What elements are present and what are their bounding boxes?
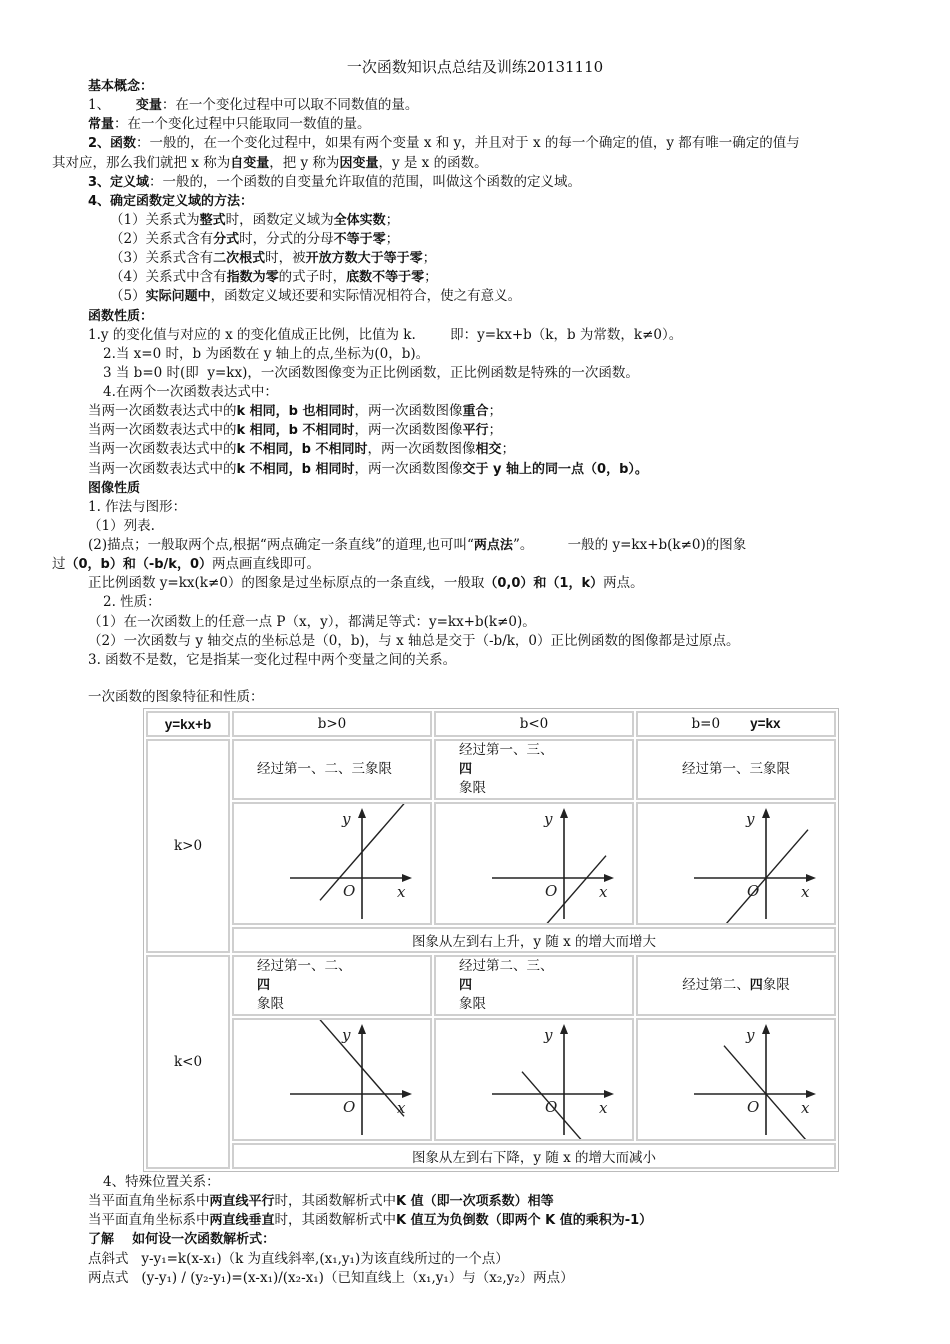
bold-text: 两点法: [473, 538, 513, 553]
coordinate-graph: [638, 1020, 834, 1139]
text: 经过第一、三象限: [682, 761, 790, 777]
text: （2）一次函数与 y 轴交点的坐标总是（0，b)，与 x 轴总是交于（-b/k，0）正比例函数的图像都是过原点。: [88, 632, 740, 649]
bold-text: 不等于零: [333, 232, 386, 247]
text: ，函数定义域还要和实际情况相符合，使之有意义。: [210, 288, 522, 305]
text: ；: [385, 211, 400, 228]
text-line: [52, 1173, 927, 1192]
text: ；: [501, 441, 516, 458]
bold-text: 实际问题中: [145, 289, 211, 305]
x-axis-arrow-icon: [402, 1090, 412, 1098]
text-line: [52, 211, 927, 230]
summary-increasing: 图象从左到右上升，y 随 x 的增大而增大: [232, 927, 836, 953]
text: ，两一次函数图像: [354, 422, 463, 439]
text: （1）列表.: [88, 517, 155, 534]
text-line: [52, 498, 927, 517]
graph-cell: [434, 802, 634, 925]
text: ，两一次函数图像: [367, 441, 476, 458]
bold-text: 底数不等于零: [346, 270, 425, 286]
text-line: [52, 1269, 927, 1288]
bold-text: 自变量: [230, 155, 270, 171]
text: ”。 一般的 y=kx+b(k≠0)的图象: [512, 537, 747, 553]
text-line: [52, 287, 927, 306]
text-line: [52, 651, 927, 670]
quadrant-desc: [434, 739, 634, 800]
row-label-k-negative: k<0: [146, 955, 230, 1169]
text: 两点式 (y-y₁) / (y₂-y₁)=(x-x₁)/(x₂-x₁)（已知直线上（x₁,y₁）与（x₂,y₂）两点）: [88, 1269, 574, 1286]
bold-text: （0，b）和（-b/k，0）: [65, 557, 212, 573]
text-line: [52, 632, 927, 651]
text: 当两一次函数表达式中的: [88, 422, 237, 439]
bold-text: 图像性质: [88, 480, 141, 496]
text: ；: [424, 269, 438, 286]
bold-text: 二次根式: [213, 251, 266, 267]
quadrant-desc: [232, 955, 432, 1016]
text-line: [52, 230, 927, 249]
graph-cell: [636, 1018, 836, 1141]
y-axis-arrow-icon: [560, 1024, 568, 1034]
text: （3）关系式含有: [110, 250, 214, 267]
bold-text: 两直线平行: [209, 1194, 275, 1210]
origin-label: O: [747, 882, 760, 900]
coordinate-graph: [234, 1020, 430, 1139]
y-axis-label: y: [544, 810, 553, 828]
y-axis-label: y: [746, 810, 755, 828]
bold-text: 开放方数大于等于零: [305, 251, 423, 267]
text: ：在一个变化过程中可以取不同数值的量。: [161, 97, 419, 114]
text: 3. 函数不是数，它是指某一变化过程中两个变量之间的关系。: [88, 651, 457, 668]
y-axis-arrow-icon: [762, 808, 770, 818]
x-axis-arrow-icon: [806, 874, 816, 882]
text-line: [52, 134, 927, 153]
text: （1）在一次函数上的任意一点 P（x，y），都满足等式：y=kx+b(k≠0)。: [88, 613, 536, 630]
table-caption: 一次函数的图象特征和性质：: [88, 689, 264, 705]
text-line: [52, 1192, 927, 1211]
bold-text: 四: [749, 978, 763, 993]
text: ；: [488, 403, 503, 420]
text: 2.当 x=0 时，b 为函数在 y 轴上的点,坐标为(0，b)。: [103, 345, 430, 362]
text: （2）关系式含有: [110, 231, 214, 247]
text: 当两一次函数表达式中的: [88, 441, 237, 458]
y-axis-arrow-icon: [358, 808, 366, 818]
bold-text: 了解 如何设一次函数解析式：: [88, 1232, 276, 1248]
header-y-kx: y=kx: [750, 716, 781, 731]
bold-text: 四: [459, 978, 473, 993]
y-axis-arrow-icon: [762, 1024, 770, 1034]
text: 两点画直线即可。: [212, 556, 320, 573]
origin-label: O: [343, 882, 356, 900]
coordinate-graph: [638, 804, 834, 923]
text: 过: [52, 556, 66, 573]
graph-cell: [232, 1018, 432, 1141]
x-axis-arrow-icon: [402, 874, 412, 882]
header-b-zero-label: b=0: [691, 716, 721, 732]
heading-graph-properties: [52, 479, 927, 498]
bold-text: 指数为零: [226, 270, 279, 286]
coordinate-graph: [436, 804, 632, 923]
x-axis-arrow-icon: [806, 1090, 816, 1098]
bold-text: 常量: [88, 117, 115, 133]
text-line: [52, 555, 927, 574]
text: 1. 作法与图形：: [88, 498, 187, 515]
bold-text: 函数性质：: [88, 308, 154, 324]
header-b-zero: [636, 711, 836, 737]
text: 时，其函数解析式中: [274, 1193, 397, 1210]
bold-text: k 不相同，b 不相同时: [236, 442, 368, 458]
y-axis-label: y: [342, 810, 351, 828]
text-line: [52, 421, 927, 440]
y-axis-label: y: [746, 1026, 755, 1044]
text: (2)描点；一般取两个点,根据“两点确定一条直线”的道理,也可叫“: [88, 537, 474, 553]
origin-label: O: [545, 882, 558, 900]
text: 象限: [459, 996, 486, 1012]
text: 3 当 b=0 时(即 y=kx)，一次函数图像变为正比例函数，正比例函数是特殊的一次函数。: [103, 364, 639, 381]
text: 4、特殊位置关系：: [103, 1174, 220, 1190]
text-line: [52, 440, 927, 459]
text: ，两一次函数图像: [354, 403, 463, 420]
bold-text: 因变量: [339, 155, 379, 171]
quadrant-desc: [636, 739, 836, 800]
text: 时，分式的分母: [239, 231, 334, 247]
bold-text: 平行: [462, 423, 489, 439]
bold-text: （0,0）和（1，k）: [484, 576, 604, 592]
text-line: [52, 536, 927, 555]
row-label-k-positive: k>0: [146, 739, 230, 953]
text-line: [52, 1250, 927, 1269]
document-title: 一次函数知识点总结及训练20131110: [346, 58, 604, 76]
text: 当两一次函数表达式中的: [88, 460, 237, 477]
quadrant-desc: [434, 955, 634, 1016]
text: ，y 是 x 的函数。: [378, 154, 488, 171]
text-line: [52, 1230, 927, 1249]
x-axis-label: x: [599, 883, 608, 901]
y-axis-arrow-icon: [560, 808, 568, 818]
text: ，两一次函数图像: [354, 460, 463, 477]
heading-basic-concepts: [52, 77, 927, 96]
origin-label: O: [343, 1098, 356, 1116]
table-corner-header: y=kx+b: [146, 711, 230, 737]
header-b-positive: b>0: [232, 711, 432, 737]
coordinate-graph: [234, 804, 430, 923]
text-line: [52, 613, 927, 632]
origin-label: O: [545, 1098, 558, 1116]
bold-text: 四: [459, 762, 473, 777]
text-line: [52, 364, 927, 383]
y-axis-arrow-icon: [358, 1024, 366, 1034]
text: 时，函数定义域为: [225, 211, 334, 228]
text: 当平面直角坐标系中: [88, 1193, 210, 1210]
text: ：一般的，一个函数的自变量允许取值的范围，叫做这个函数的定义域。: [149, 173, 582, 190]
text: ；: [385, 231, 400, 247]
text: ；: [422, 250, 437, 267]
text: 其对应，那么我们就把 x 称为: [52, 154, 231, 171]
text: 当两一次函数表达式中的: [88, 403, 237, 420]
bold-text: 2、函数: [88, 136, 137, 152]
text: 时，其函数解析式中: [274, 1212, 397, 1229]
text: 1.y 的变化值与对应的 x 的变化值成正比例，比值为 k. 即：y=kx+b（k，b 为常数，k≠0）。: [88, 326, 683, 343]
bold-text: k 相同，b 不相同时: [236, 423, 355, 439]
text-line: [52, 593, 927, 612]
text-line: [52, 460, 927, 479]
x-axis-arrow-icon: [604, 874, 614, 882]
coordinate-graph: [436, 1020, 632, 1139]
text: 经过第一、二、: [257, 958, 352, 974]
bold-text: 重合: [462, 404, 489, 420]
section-special-relations: [52, 1173, 927, 1288]
text-line: [52, 154, 927, 173]
bold-text: 交于 y 轴上的同一点（0，b）。: [462, 461, 648, 477]
bold-text: 基本概念：: [88, 79, 154, 94]
bold-text: 全体实数: [333, 212, 386, 228]
bold-text: K 值互为负倒数（即两个 K 值的乘积为-1）: [396, 1213, 653, 1229]
bold-text: 相交: [475, 442, 502, 458]
graph-cell: [434, 1018, 634, 1141]
bold-text: k 相同，b 也相同时: [236, 404, 355, 420]
origin-label: O: [747, 1098, 760, 1116]
text: 象限: [257, 996, 284, 1012]
section-basics: [52, 77, 927, 670]
x-axis-label: x: [397, 883, 406, 901]
text: 的式子时，: [278, 269, 347, 286]
text: 点斜式 y-y₁=k(x-x₁)（k 为直线斜率,(x₁,y₁)为该直线所过的一个点）: [88, 1250, 509, 1267]
text: 两点。: [603, 575, 644, 592]
text: 经过第二、三、: [459, 958, 554, 974]
text: ：在一个变化过程中只能取同一数值的量。: [114, 116, 371, 133]
bold-text: 3、定义域: [88, 174, 150, 190]
text-line: [52, 173, 927, 192]
text-line: [52, 345, 927, 364]
text: 正比例函数 y=kx(k≠0）的图象是过坐标原点的一条直线，一般取: [88, 575, 485, 592]
text: （1）关系式为: [110, 211, 200, 228]
graph-cell: [636, 802, 836, 925]
text: 经过第一、三、: [459, 742, 554, 758]
text: 时，被: [265, 250, 306, 267]
bold-text: 变量: [135, 98, 162, 114]
text-line: [52, 517, 927, 536]
bold-text: 分式: [213, 232, 240, 247]
text: 1、: [88, 97, 136, 114]
text: 经过第二、: [682, 977, 750, 993]
summary-decreasing: 图象从左到右下降，y 随 x 的增大而减小: [232, 1143, 836, 1169]
bold-text: 4、确定函数定义域的方法：: [88, 193, 254, 209]
quadrant-desc: [636, 955, 836, 1016]
text-line: [52, 115, 927, 134]
text-line: [52, 96, 927, 115]
y-axis-label: y: [544, 1026, 553, 1044]
text-line: [52, 192, 927, 211]
text: ，把 y 称为: [269, 154, 340, 171]
text: ：一般的，在一个变化过程中，如果有两个变量 x 和 y，并且对于 x 的每一个确定的值，y 都有唯一确定的值与: [136, 135, 800, 152]
x-axis-label: x: [801, 883, 810, 901]
text-line: [52, 1211, 927, 1230]
text-line: [52, 402, 927, 421]
x-axis-label: x: [397, 1099, 406, 1117]
header-b-negative: b<0: [434, 711, 634, 737]
text: 象限: [762, 977, 790, 993]
text-line: [52, 574, 927, 593]
graph-cell: [232, 802, 432, 925]
text: 经过第一、二、三象限: [257, 761, 392, 777]
text: （4）关系式中含有: [110, 269, 227, 286]
text: 2. 性质：: [103, 594, 161, 611]
linear-function-graph-table: [143, 708, 839, 1172]
y-axis-label: y: [342, 1026, 351, 1044]
heading-function-properties: [52, 307, 927, 326]
x-axis-arrow-icon: [604, 1090, 614, 1098]
text: 象限: [459, 780, 486, 796]
text-line: [52, 326, 927, 345]
bold-text: 整式: [199, 212, 226, 228]
bold-text: k 不相同，b 相同时: [236, 461, 355, 477]
text-line: [52, 383, 927, 402]
text-line: [52, 249, 927, 268]
text: 4.在两个一次函数表达式中：: [103, 384, 278, 400]
bold-text: 四: [257, 978, 271, 993]
x-axis-label: x: [599, 1099, 608, 1117]
text-line: [52, 268, 927, 287]
text: 当平面直角坐标系中: [88, 1212, 210, 1229]
bold-text: 两直线垂直: [209, 1213, 275, 1229]
bold-text: K 值（即一次项系数）相等: [396, 1194, 554, 1210]
x-axis-label: x: [801, 1099, 810, 1117]
text: ；: [488, 422, 503, 439]
text: （5）: [110, 288, 146, 305]
quadrant-desc: [232, 739, 432, 800]
